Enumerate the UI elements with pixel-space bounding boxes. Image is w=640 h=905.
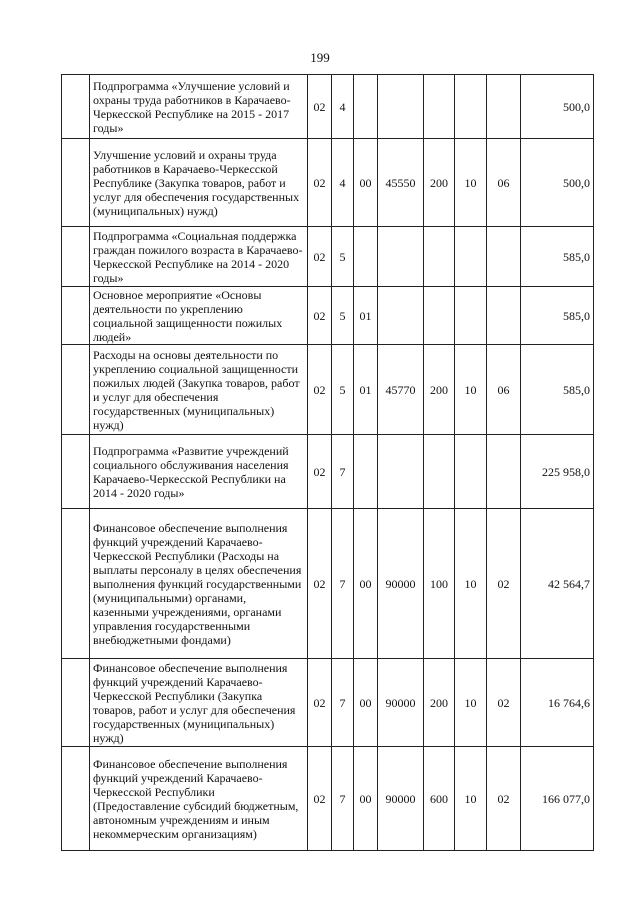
row-code-cell-c4 <box>378 75 424 139</box>
row-amount-cell: 500,0 <box>521 139 594 227</box>
row-name-cell: Расходы на основы деятельности по укреплению социальной защищенности пожилых людей (Закупка товаров, работ и услуг для обеспечения государственных (муниципальных) нужд) <box>90 345 308 435</box>
row-margin-cell <box>62 509 90 659</box>
row-name-cell: Финансовое обеспечение выполнения функций учреждений Карачаево-Черкесской Республики (Предоставление субсидий бюджетным, автономным учреждениям и иным некоммерческим организациям) <box>90 747 308 851</box>
row-code-cell-c5: 100 <box>424 509 455 659</box>
row-code-cell-c7: 02 <box>487 659 521 747</box>
row-amount-cell: 585,0 <box>521 287 594 345</box>
row-code-cell-c5: 200 <box>424 659 455 747</box>
row-code-cell-c1: 02 <box>308 227 332 287</box>
row-code-cell-c1: 02 <box>308 139 332 227</box>
row-code-cell-c2: 7 <box>332 435 354 509</box>
row-code-cell-c3: 00 <box>354 747 378 851</box>
row-amount-cell: 16 764,6 <box>521 659 594 747</box>
row-name-cell: Финансовое обеспечение выполнения функций учреждений Карачаево-Черкесской Республики (Закупка товаров, работ и услуг для обеспечения государственных (муниципальных) нужд) <box>90 659 308 747</box>
row-code-cell-c3 <box>354 75 378 139</box>
row-code-cell-c5 <box>424 287 455 345</box>
row-margin-cell <box>62 747 90 851</box>
table-row <box>62 509 594 659</box>
row-code-cell-c1: 02 <box>308 509 332 659</box>
row-code-cell-c3: 00 <box>354 139 378 227</box>
row-name-cell: Основное мероприятие «Основы деятельности по укреплению социальной защищенности пожилых людей» <box>90 287 308 345</box>
row-code-cell-c2: 7 <box>332 747 354 851</box>
row-code-cell-c3 <box>354 435 378 509</box>
row-amount-cell: 42 564,7 <box>521 509 594 659</box>
budget-table <box>61 74 594 851</box>
row-name-cell: Подпрограмма «Социальная поддержка граждан пожилого возраста в Карачаево-Черкесской Республике на 2014 - 2020 годы» <box>90 227 308 287</box>
row-code-cell-c4 <box>378 227 424 287</box>
row-code-cell-c5 <box>424 227 455 287</box>
row-margin-cell <box>62 435 90 509</box>
row-name-cell: Улучшение условий и охраны труда работников в Карачаево-Черкесской Республике (Закупка товаров, работ и услуг для обеспечения государственных (муниципальных) нужд) <box>90 139 308 227</box>
row-code-cell-c4: 45550 <box>378 139 424 227</box>
row-margin-cell <box>62 659 90 747</box>
row-code-cell-c2: 5 <box>332 287 354 345</box>
row-code-cell-c3: 01 <box>354 287 378 345</box>
table-row <box>62 287 594 345</box>
row-code-cell-c6 <box>455 287 487 345</box>
row-code-cell-c3: 00 <box>354 659 378 747</box>
row-code-cell-c7 <box>487 75 521 139</box>
row-margin-cell <box>62 139 90 227</box>
row-code-cell-c3: 00 <box>354 509 378 659</box>
row-code-cell-c6: 10 <box>455 659 487 747</box>
row-code-cell-c7: 06 <box>487 139 521 227</box>
row-code-cell-c4 <box>378 435 424 509</box>
row-code-cell-c2: 7 <box>332 509 354 659</box>
row-margin-cell <box>62 287 90 345</box>
row-code-cell-c2: 5 <box>332 345 354 435</box>
row-margin-cell <box>62 227 90 287</box>
row-code-cell-c1: 02 <box>308 345 332 435</box>
row-code-cell-c6 <box>455 75 487 139</box>
row-code-cell-c5: 600 <box>424 747 455 851</box>
row-amount-cell: 500,0 <box>521 75 594 139</box>
row-margin-cell <box>62 345 90 435</box>
row-code-cell-c7: 06 <box>487 345 521 435</box>
row-code-cell-c2: 4 <box>332 139 354 227</box>
row-code-cell-c4 <box>378 287 424 345</box>
row-code-cell-c1: 02 <box>308 287 332 345</box>
table-row <box>62 227 594 287</box>
row-code-cell-c6: 10 <box>455 509 487 659</box>
table-row <box>62 139 594 227</box>
row-code-cell-c7: 02 <box>487 509 521 659</box>
row-code-cell-c6: 10 <box>455 747 487 851</box>
row-margin-cell <box>62 75 90 139</box>
table-row <box>62 435 594 509</box>
row-code-cell-c7 <box>487 287 521 345</box>
row-code-cell-c1: 02 <box>308 435 332 509</box>
table-row <box>62 747 594 851</box>
table-row <box>62 659 594 747</box>
row-code-cell-c6 <box>455 227 487 287</box>
row-code-cell-c2: 5 <box>332 227 354 287</box>
row-name-cell: Подпрограмма «Развитие учреждений социального обслуживания населения Карачаево-Черкесской Республики на 2014 - 2020 годы» <box>90 435 308 509</box>
row-code-cell-c3: 01 <box>354 345 378 435</box>
row-code-cell-c7: 02 <box>487 747 521 851</box>
row-amount-cell: 225 958,0 <box>521 435 594 509</box>
row-code-cell-c5 <box>424 75 455 139</box>
row-code-cell-c6: 10 <box>455 139 487 227</box>
row-code-cell-c6: 10 <box>455 345 487 435</box>
row-code-cell-c7 <box>487 227 521 287</box>
row-code-cell-c6 <box>455 435 487 509</box>
row-code-cell-c2: 7 <box>332 659 354 747</box>
row-code-cell-c5: 200 <box>424 345 455 435</box>
row-code-cell-c4: 90000 <box>378 509 424 659</box>
row-name-cell: Финансовое обеспечение выполнения функций учреждений Карачаево-Черкесской Республики (Расходы на выплаты персоналу в целях обеспечения выполнения функций государственными (муниципальными) органами, казенными учреждениями, органами управления государственными внебюджетными фондами) <box>90 509 308 659</box>
row-amount-cell: 585,0 <box>521 345 594 435</box>
row-code-cell-c3 <box>354 227 378 287</box>
row-code-cell-c5: 200 <box>424 139 455 227</box>
row-code-cell-c4: 90000 <box>378 747 424 851</box>
row-code-cell-c5 <box>424 435 455 509</box>
row-code-cell-c1: 02 <box>308 747 332 851</box>
page-number: 199 <box>310 50 330 65</box>
table-row <box>62 75 594 139</box>
row-code-cell-c2: 4 <box>332 75 354 139</box>
row-amount-cell: 585,0 <box>521 227 594 287</box>
row-code-cell-c1: 02 <box>308 659 332 747</box>
row-code-cell-c7 <box>487 435 521 509</box>
row-name-cell: Подпрограмма «Улучшение условий и охраны труда работников в Карачаево-Черкесской Республике на 2015 - 2017 годы» <box>90 75 308 139</box>
row-code-cell-c4: 45770 <box>378 345 424 435</box>
table-row <box>62 345 594 435</box>
row-code-cell-c4: 90000 <box>378 659 424 747</box>
row-amount-cell: 166 077,0 <box>521 747 594 851</box>
row-code-cell-c1: 02 <box>308 75 332 139</box>
